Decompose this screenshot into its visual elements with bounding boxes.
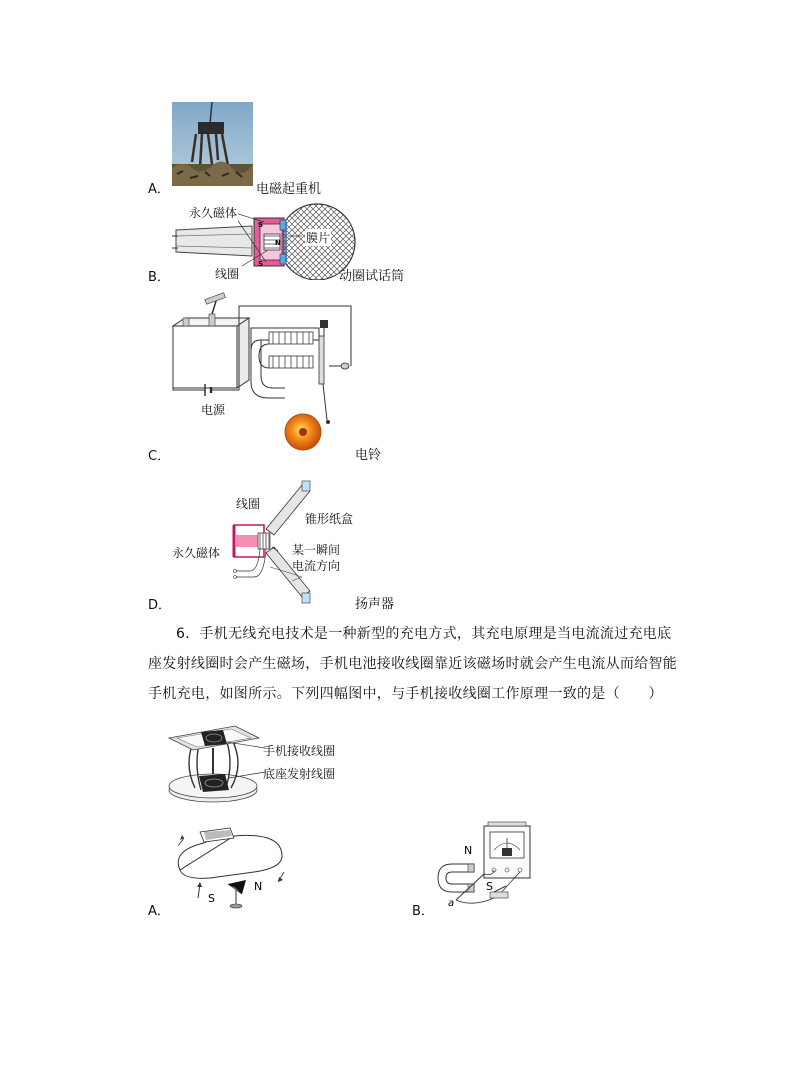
crane-photo — [172, 102, 253, 186]
transmit-coil-label: 底座发射线圈 — [263, 767, 336, 781]
wireless-charging-figure — [165, 718, 265, 808]
option-d-letter: D． — [148, 598, 172, 613]
generator-a-label: a — [448, 898, 455, 909]
mic-s-top: S — [258, 221, 264, 229]
speaker-cone-label: 锥形纸盒 — [305, 512, 354, 526]
option-d-caption: 扬声器 — [355, 597, 395, 612]
mic-s-bottom: S — [258, 260, 264, 268]
mic-n: N — [275, 239, 281, 247]
electric-bell-diagram — [165, 292, 365, 462]
option-b-caption: 动圈试话筒 — [339, 269, 405, 284]
generator-s-label: S — [486, 880, 493, 893]
mic-coil-label: 线圈 — [215, 267, 240, 281]
mic-magnet-label: 永久磁体 — [189, 206, 238, 220]
speaker-coil-label: 线圈 — [236, 497, 261, 511]
bell-power-label: 电源 — [201, 403, 226, 417]
option-c-caption: 电铃 — [355, 448, 382, 463]
mic-diaphragm-label: 膜片 — [306, 231, 331, 245]
generator-diagram — [434, 820, 534, 912]
speaker-magnet-label: 永久磁体 — [172, 546, 221, 560]
speaker-current-label-1: 某一瞬间 — [292, 543, 341, 557]
bottom-option-a-letter: A． — [148, 904, 170, 919]
option-b-letter: B． — [148, 270, 170, 285]
generator-n-label: N — [464, 844, 473, 857]
option-a-caption: 电磁起重机 — [256, 182, 322, 197]
option-c-letter: C． — [148, 449, 171, 464]
compass-s-label: S — [208, 892, 215, 905]
oersted-diagram — [170, 822, 290, 910]
question-6-text: 6．手机无线充电技术是一种新型的充电方式，其充电原理是当电流流过充电底座发射线圈时会产生磁场，手机电池接收线圈靠近该磁场时就会产生电流从而给智能手机充电，如图所示。下列四幅图中，与手机接收线圈工作原理一致的是（ ） — [148, 626, 678, 702]
speaker-current-label-2: 电流方向 — [292, 559, 341, 573]
bottom-option-b-letter: B． — [412, 904, 434, 919]
option-a-letter: A． — [148, 182, 170, 197]
compass-n-label: N — [254, 880, 263, 893]
receive-coil-label: 手机接收线圈 — [263, 744, 336, 758]
